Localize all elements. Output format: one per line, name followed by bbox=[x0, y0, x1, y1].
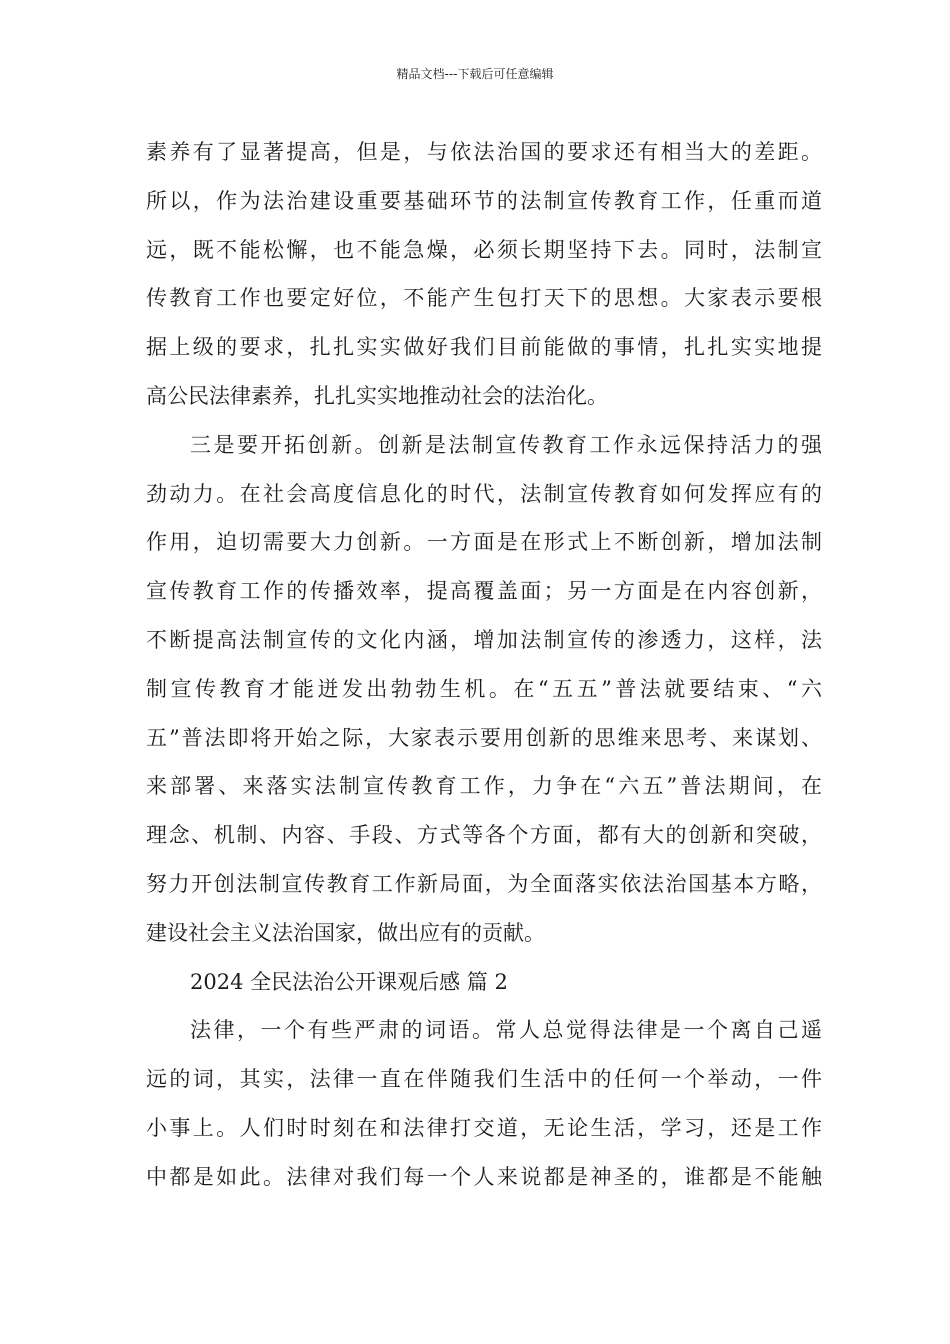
document-body bbox=[146, 128, 822, 1202]
text-line: 中都是如此。法律对我们每一个人来说都是神圣的，谁都是不能触 bbox=[146, 1164, 822, 1189]
text-line: 高公民法律素养，扎扎实实地推动社会的法治化。 bbox=[146, 383, 608, 408]
text-line: 传教育工作也要定好位，不能产生包打天下的思想。大家表示要根 bbox=[146, 286, 822, 311]
page-header: 精品文档---下载后可任意编辑 bbox=[396, 67, 554, 81]
text-line: 劲动力。在社会高度信息化的时代，法制宣传教育如何发挥应有的 bbox=[146, 481, 822, 506]
text-line: 据上级的要求，扎扎实实做好我们目前能做的事情，扎扎实实地提 bbox=[146, 335, 822, 360]
text-line: 远，既不能松懈，也不能急燥，必须长期坚持下去。同时，法制宣 bbox=[146, 237, 822, 262]
text-line: 所以，作为法治建设重要基础环节的法制宣传教育工作，任重而道 bbox=[146, 188, 822, 213]
text-line: 来部署、来落实法制宣传教育工作，力争在“六五”普法期间，在 bbox=[146, 774, 822, 799]
text-line: 建设社会主义法治国家，做出应有的贡献。 bbox=[146, 920, 545, 945]
text-line: 小事上。人们时时刻在和法律打交道，无论生活，学习，还是工作 bbox=[146, 1115, 822, 1140]
text-line: 宣传教育工作的传播效率，提高覆盖面；另一方面是在内容创新， bbox=[146, 579, 822, 604]
text-line: 五”普法即将开始之际，大家表示要用创新的思维来思考、来谋划、 bbox=[146, 725, 822, 750]
text-line: 不断提高法制宣传的文化内涵，增加法制宣传的渗透力，这样，法 bbox=[146, 627, 822, 652]
text-line: 作用，迫切需要大力创新。一方面是在形式上不断创新，增加法制 bbox=[146, 530, 822, 555]
section-heading: 2024 全民法治公开课观后感 篇 2 bbox=[190, 969, 508, 994]
text-line: 远的词，其实，法律一直在伴随我们生活中的任何一个举动，一件 bbox=[146, 1067, 822, 1092]
text-line: 素养有了显著提高，但是，与依法治国的要求还有相当大的差距。 bbox=[146, 140, 822, 164]
text-line: 制宣传教育才能迸发出勃勃生机。在“五五”普法就要结束、“六 bbox=[146, 676, 822, 701]
paragraph-start-line: 三是要开拓创新。创新是法制宣传教育工作永远保持活力的强 bbox=[190, 432, 822, 457]
text-line: 努力开创法制宣传教育工作新局面，为全面落实依法治国基本方略， bbox=[146, 871, 822, 896]
text-line: 理念、机制、内容、手段、方式等各个方面，都有大的创新和突破， bbox=[146, 823, 822, 848]
paragraph-start-line: 法律，一个有些严肃的词语。常人总觉得法律是一个离自己遥 bbox=[190, 1018, 822, 1043]
